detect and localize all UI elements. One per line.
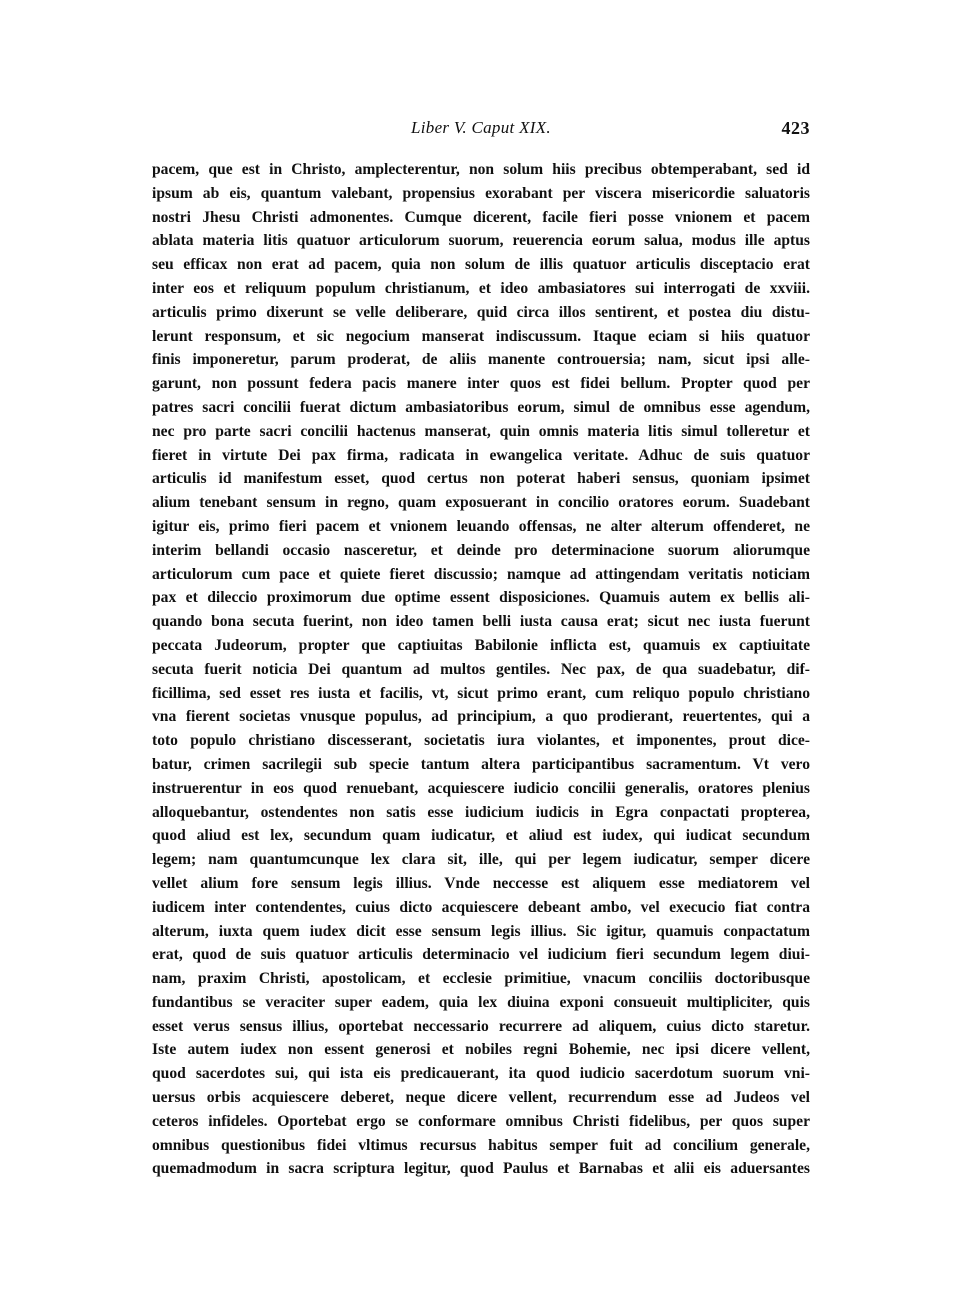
- text-line: alloquebantur, ostendentes non satis esse iudicium iudicis in Egra conpactati propterea,: [152, 803, 810, 821]
- text-line: secuta fuerit noticia Dei quantum ad multos gentiles. Nec pax, de qua suadebatur, dif-: [152, 660, 810, 678]
- text-line: quod sacerdotes sui, qui ista eis predicauerant, ita quod iudicio sacerdotum suorum vni-: [152, 1065, 810, 1083]
- text-line: ipsum ab eis, quantum valebant, propensius exorabant per viscera misericordie saluatoris: [152, 184, 810, 202]
- text-line: esset verus sensus illius, oportebat neccessario recurrere ad aliquem, cuius dicto staretur.: [152, 1017, 810, 1035]
- text-line: alium tenebant sensum in regno, quam exposuerant in concilio oratores eorum. Suadebant: [152, 494, 810, 512]
- text-line: toto populo christiano discesserant, societatis iura violantes, et imponentes, prout dice-: [152, 732, 810, 750]
- text-line: fieret in virtute Dei pax firma, radicata in ewangelica veritate. Adhuc de suis quatuor: [152, 446, 810, 464]
- text-line: legem; nam quantumcunque lex clara sit, ille, qui per legem iudicatur, semper dicere: [152, 851, 810, 869]
- text-line: ficillima, sed esset res iusta et facilis, vt, sicut primo erant, cum reliquo populo christiano: [152, 684, 810, 702]
- text-line: finis imponeretur, parum proderat, de aliis manente controuersia; nam, sicut ipsi alle-: [152, 351, 810, 369]
- text-line: erat, quod de suis quatuor articulis determinacio vel iudicium fieri secundum legem diui-: [152, 946, 810, 964]
- running-title: Liber V. Caput XIX.: [411, 118, 551, 137]
- text-line: nam, praxim Christi, apostolicam, et ecclesie primitiue, vnacum conciliis doctoribusque: [152, 970, 810, 988]
- text-line: iudicem inter contendentes, cuius dicto acquiescere debeant ambo, vel execucio fiat contra: [152, 898, 810, 916]
- text-line: articulorum cum pace et quiete fieret discussio; namque ad attingendam veritatis noticiam: [152, 565, 810, 583]
- text-line: vellet alium fore sensum legis illius. Vnde neccesse est aliquem esse mediatorem vel: [152, 874, 810, 892]
- text-line: lerunt responsum, et sic negocium manserat indiscussum. Itaque eciam si hiis quatuor: [152, 327, 810, 345]
- page-number: 423: [781, 118, 810, 138]
- text-line: ablata materia litis quatuor articulorum suorum, reuerencia eorum salua, modus ille aptus: [152, 232, 810, 250]
- text-line: patres sacri concilii fuerat dictum ambasiatoribus eorum, simul de omnibus esse agendum,: [152, 398, 810, 416]
- text-line: articulis id manifestum esset, quod certus non poterat haberi sensus, quoniam ipsimet: [152, 470, 810, 488]
- body-text: [152, 158, 810, 1181]
- text-line: quemadmodum in sacra scriptura legitur, quod Paulus et Barnabas et alii eis aduersantes: [152, 1160, 810, 1178]
- text-line: Iste autem iudex non essent generosi et nobiles regni Bohemie, nec ipsi dicere vellent,: [152, 1041, 810, 1059]
- text-line: quando bona secuta fuerint, non ideo tamen belli iusta causa erat; sicut nec iusta fuerunt: [152, 613, 810, 631]
- running-head: [152, 118, 810, 144]
- text-line: fundantibus se veraciter super eadem, quia lex diuina exponi consueuit multipliciter, quis: [152, 993, 810, 1011]
- text-line: peccata Judeorum, propter que captiuitas Babilonie inflicta est, quamuis ex captiuitate: [152, 636, 810, 654]
- text-line: quod aliud est lex, secundum quam iudicatur, et aliud est iudex, qui iudicat secundum: [152, 827, 810, 845]
- text-line: omnibus questionibus fidei vltimus recursus habitus semper fuit ad concilium generale,: [152, 1136, 810, 1154]
- text-line: batur, crimen sacrilegii sub specie tantum altera participantibus sacramentum. Vt vero: [152, 755, 810, 773]
- text-line: nec pro parte sacri concilii hactenus manserat, quin omnis materia litis simul tolleretur et: [152, 422, 810, 440]
- text-line: seu efficax non erat ad pacem, quia non solum de illis quatuor articulis disceptacio erat: [152, 256, 810, 274]
- text-line: inter eos et reliquum populum christianum, et ideo ambasiatores sui interrogati de xxviii.: [152, 279, 810, 297]
- text-line: nostri Jhesu Christi admonentes. Cumque dicerent, facile fieri posse vnionem et pacem: [152, 208, 810, 226]
- text-line: garunt, non possunt federa pacis manere inter quos est fidei bellum. Propter quod per: [152, 375, 810, 393]
- text-line: pacem, que est in Christo, amplecterentur, non solum hiis precibus obtemperabant, sed id: [152, 161, 810, 178]
- text-line: vna fierent societas vnusque populus, ad principium, a quo prodierant, reuertentes, qui a: [152, 708, 810, 726]
- text-line: interim bellandi occasio nasceretur, et deinde pro determinacione suorum aliorumque: [152, 541, 810, 559]
- text-line: igitur eis, primo fieri pacem et vnionem leuando offensas, ne alter alterum offenderet, ne: [152, 517, 810, 535]
- text-line: uersus orbis acquiescere deberet, neque dicere vellent, recurrendum esse ad Judeos vel: [152, 1089, 810, 1107]
- text-line: instruerentur in eos quod renuebant, acquiescere iudicio concilii generalis, oratores plenius: [152, 779, 810, 797]
- text-line: alterum, iuxta quem iudex dicit esse sensum legis illius. Sic igitur, quamuis conpactatum: [152, 922, 810, 940]
- text-line: articulis primo dixerunt se velle deliberare, quid circa illos sentirent, et postea diu distu-: [152, 303, 810, 321]
- text-line: pax et dileccio proximorum due optime essent disposiciones. Quamuis autem ex bellis ali-: [152, 589, 810, 607]
- text-line: ceteros infideles. Oportebat ergo se conformare omnibus Christi fidelibus, per quos super: [152, 1112, 810, 1130]
